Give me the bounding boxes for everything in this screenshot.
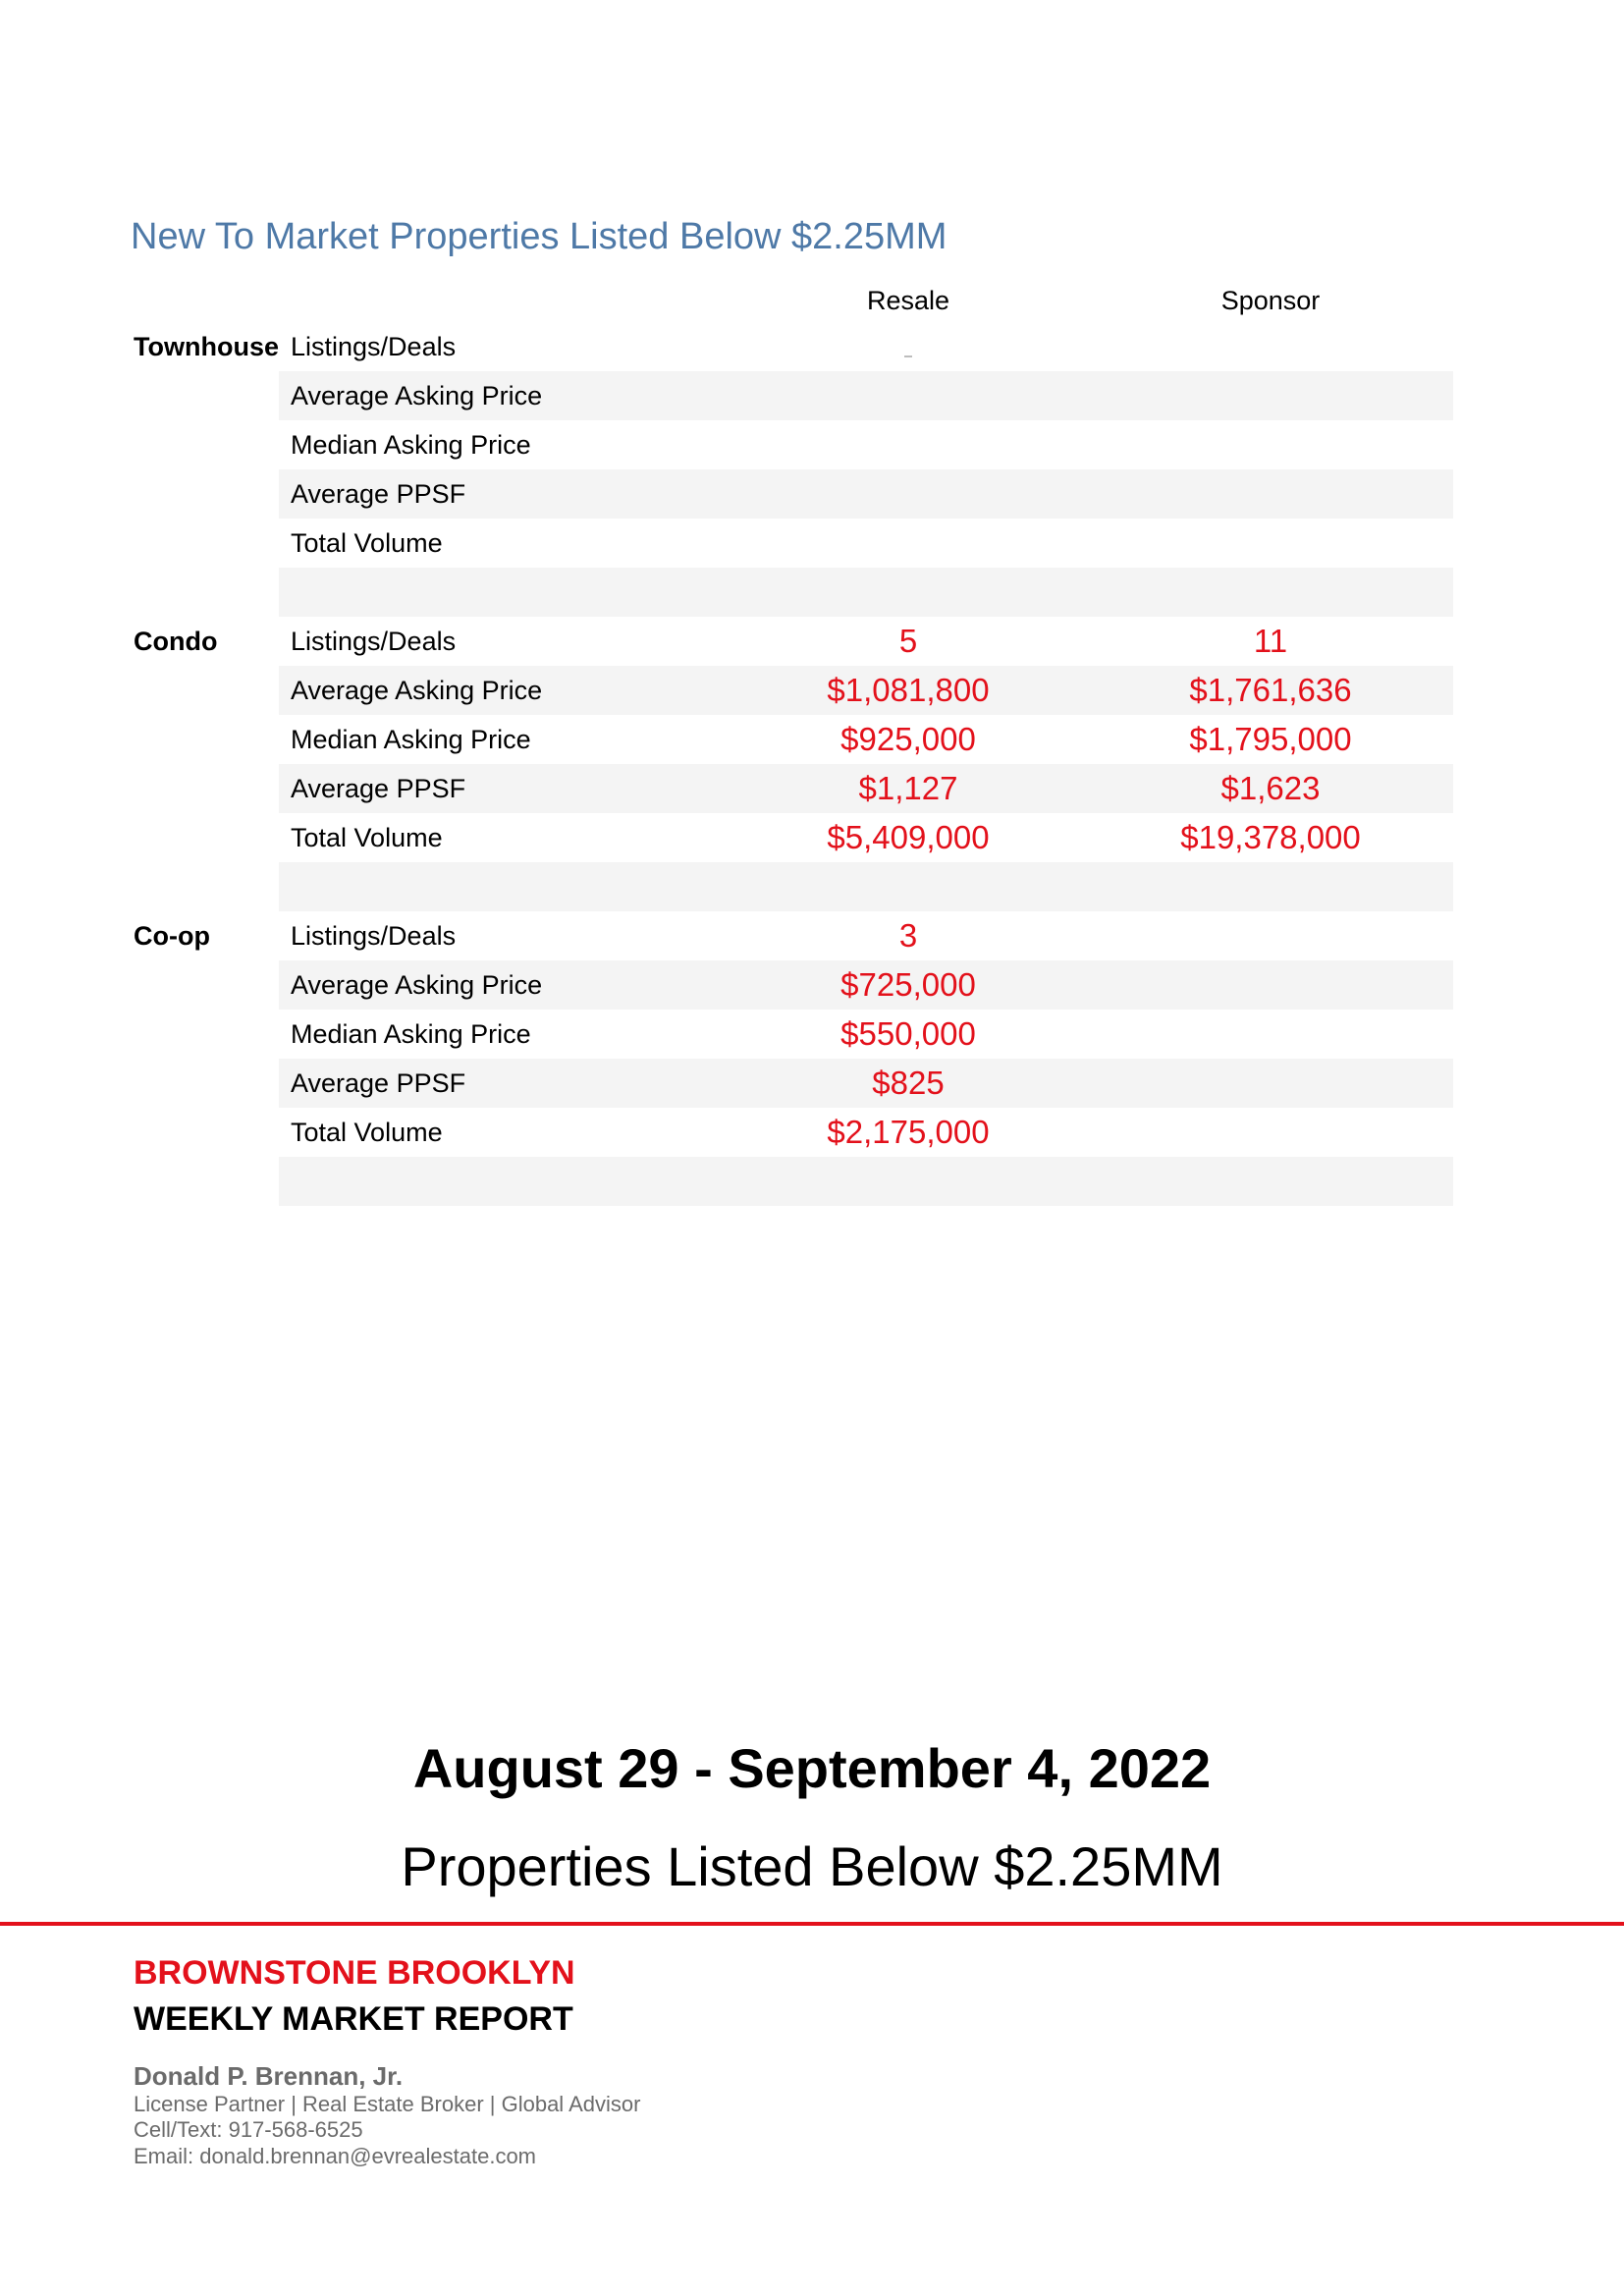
resale-value [761, 371, 1056, 420]
agent-phone: Cell/Text: 917-568-6525 [134, 2117, 363, 2142]
table-row [279, 617, 1453, 666]
table-row [279, 1059, 1453, 1108]
sponsor-value [1123, 420, 1418, 469]
table-row [279, 813, 1453, 862]
sponsor-value: $19,378,000 [1180, 819, 1361, 855]
row-label: Median Asking Price [291, 1019, 531, 1049]
resale-value [761, 322, 1056, 371]
row-label: Average Asking Price [291, 970, 543, 1000]
table-row [279, 960, 1453, 1010]
sponsor-value [1123, 322, 1418, 371]
sponsor-value [1123, 960, 1418, 1010]
table-row [279, 420, 1453, 469]
table-row [279, 519, 1453, 568]
row-label: Total Volume [291, 528, 443, 558]
row-label: Average PPSF [291, 774, 466, 803]
resale-value: $1,081,800 [827, 672, 990, 708]
sponsor-value: $1,623 [1220, 770, 1321, 806]
row-label: Average Asking Price [291, 676, 543, 705]
table-row [279, 1108, 1453, 1157]
resale-value: $2,175,000 [827, 1114, 990, 1150]
row-label: Average Asking Price [291, 381, 543, 410]
group-label-condo: Condo [134, 627, 218, 656]
table-row [279, 715, 1453, 764]
agent-name: Donald P. Brennan, Jr. [134, 2061, 404, 2091]
resale-value: 5 [898, 623, 918, 659]
resale-value [761, 420, 1056, 469]
table-row [279, 1010, 1453, 1059]
row-label: Median Asking Price [291, 430, 531, 460]
row-label: Median Asking Price [291, 725, 531, 754]
column-header-sponsor: Sponsor [1220, 286, 1321, 315]
row-label: Listings/Deals [291, 921, 457, 951]
report-title: New To Market Properties Listed Below $2.25MM [131, 216, 947, 257]
row-label: Total Volume [291, 1118, 443, 1147]
row-label: Total Volume [291, 823, 443, 852]
sponsor-value [1123, 1108, 1418, 1157]
group-spacer-row [279, 1157, 1453, 1206]
table-row [279, 371, 1453, 420]
sponsor-value [1123, 371, 1418, 420]
resale-value: $550,000 [840, 1015, 976, 1052]
resale-value: $925,000 [840, 721, 976, 757]
table-row [279, 322, 1453, 371]
table-row [279, 469, 1453, 519]
agent-role: License Partner | Real Estate Broker | Global Advisor [134, 2092, 641, 2116]
table-row [279, 764, 1453, 813]
resale-value: 3 [898, 917, 918, 954]
row-label: Listings/Deals [291, 627, 457, 656]
brand-name: BROWNSTONE BROOKLYN [134, 1954, 575, 1992]
table-row [279, 666, 1453, 715]
report-date-range: August 29 - September 4, 2022 [412, 1737, 1212, 1799]
sponsor-value [1123, 1010, 1418, 1059]
table-row [279, 911, 1453, 960]
column-header-resale: Resale [866, 286, 950, 315]
sponsor-value [1123, 519, 1418, 568]
group-label-coop: Co-op [134, 921, 210, 951]
footer-divider [0, 1922, 1624, 1926]
resale-value: $5,409,000 [827, 819, 990, 855]
resale-value: $1,127 [858, 770, 958, 806]
group-label-townhouse: Townhouse [134, 332, 279, 361]
sponsor-value: 11 [1253, 623, 1288, 659]
row-label: Listings/Deals [291, 332, 457, 361]
resale-value: $825 [872, 1065, 945, 1101]
sponsor-value: $1,761,636 [1189, 672, 1352, 708]
resale-value [761, 469, 1056, 519]
group-spacer-row [279, 568, 1453, 617]
group-spacer-row [279, 862, 1453, 911]
sponsor-value [1123, 911, 1418, 960]
row-label: Average PPSF [291, 479, 466, 509]
resale-value [761, 519, 1056, 568]
agent-email: Email: donald.brennan@evrealestate.com [134, 2144, 537, 2168]
report-subtitle: Properties Listed Below $2.25MM [401, 1835, 1223, 1897]
sponsor-value: $1,795,000 [1189, 721, 1352, 757]
report-name: WEEKLY MARKET REPORT [134, 2000, 573, 2038]
sponsor-value [1123, 469, 1418, 519]
sponsor-value [1123, 1059, 1418, 1108]
row-label: Average PPSF [291, 1068, 466, 1098]
resale-value: $725,000 [840, 966, 976, 1003]
